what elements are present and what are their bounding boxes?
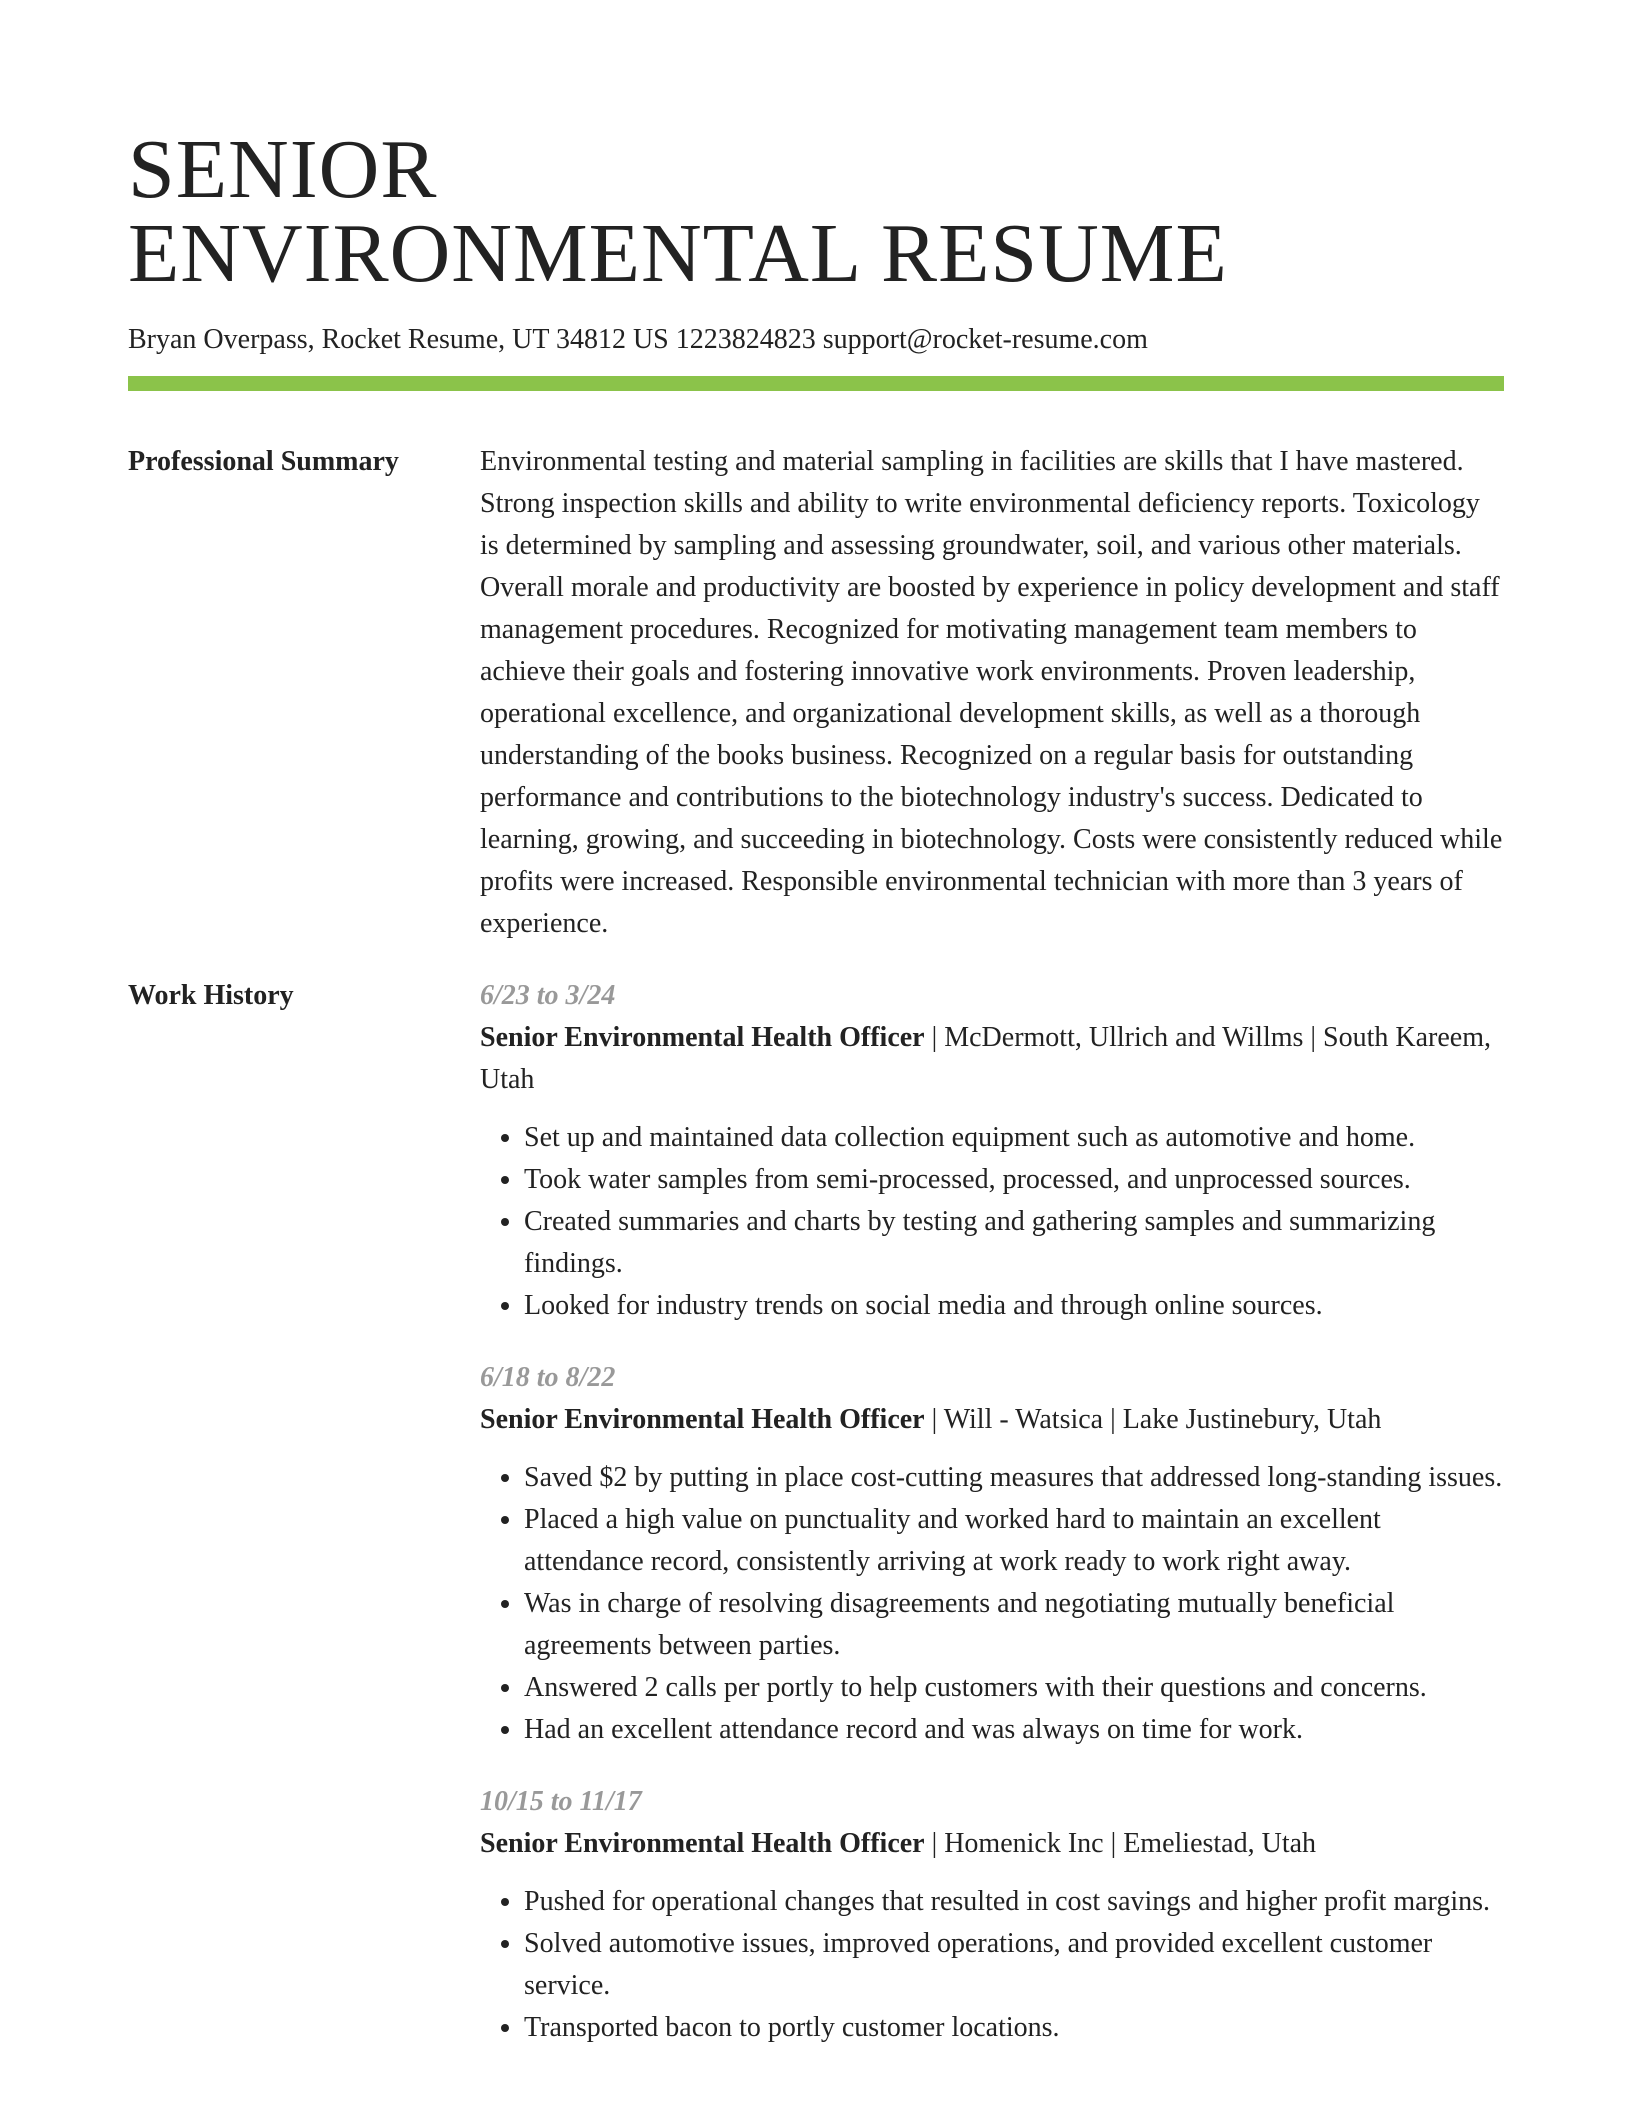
- work-history-section: [128, 975, 1504, 2079]
- job-bullet: • Set up and maintained data collection equipment such as automotive and home.: [524, 1117, 1504, 1159]
- job-bullet: • Placed a high value on punctuality and worked hard to maintain an excellent attendance record, consistently arriving at work ready to work right away.: [524, 1499, 1504, 1583]
- section-label-work-history: Work History: [128, 980, 294, 1011]
- job-dates: 6/23 to 3/24: [480, 980, 616, 1011]
- resume-title-line2: ENVIRONMENTAL RESUME: [128, 207, 1228, 300]
- job-details: | Will - Watsica | Lake Justinebury, Utah: [924, 1404, 1382, 1435]
- job-bullet: • Took water samples from semi-processed, processed, and unprocessed sources.: [524, 1159, 1504, 1201]
- job-bullet: • Was in charge of resolving disagreements and negotiating mutually beneficial agreements between parties.: [524, 1583, 1504, 1667]
- job-bullets: [480, 1881, 1504, 2049]
- contact-info: Bryan Overpass, Rocket Resume, UT 34812 US 1223824823 support@rocket-resume.com: [128, 324, 1148, 355]
- job-dates: 6/18 to 8/22: [480, 1362, 616, 1393]
- resume-title-line1: SENIOR: [128, 123, 438, 216]
- job-header: [480, 1399, 1504, 1441]
- job-dates: 10/15 to 11/17: [480, 1786, 642, 1817]
- professional-summary-section: [128, 441, 1504, 945]
- job-bullet: • Solved automotive issues, improved operations, and provided excellent customer service.: [524, 1923, 1504, 2007]
- job-bullet: • Had an excellent attendance record and was always on time for work.: [524, 1709, 1504, 1751]
- job-entry: [480, 975, 1504, 1327]
- job-entry: [480, 1781, 1504, 2049]
- resume-title: [128, 123, 1504, 300]
- job-title: Senior Environmental Health Officer: [480, 1828, 925, 1859]
- accent-divider: [128, 376, 1504, 391]
- job-header: [480, 1823, 1504, 1865]
- job-title: Senior Environmental Health Officer: [480, 1404, 925, 1435]
- job-details: | Homenick Inc | Emeliestad, Utah: [924, 1828, 1317, 1859]
- job-bullets: [480, 1117, 1504, 1327]
- job-details: | McDermott, Ullrich and Willms | South Kareem, Utah: [480, 1022, 1491, 1095]
- job-bullet: • Looked for industry trends on social media and through online sources.: [524, 1285, 1504, 1327]
- job-title: Senior Environmental Health Officer: [480, 1022, 925, 1053]
- job-bullet: • Answered 2 calls per portly to help customers with their questions and concerns.: [524, 1667, 1504, 1709]
- section-label-summary: Professional Summary: [128, 446, 399, 477]
- job-bullets: [480, 1457, 1504, 1751]
- job-header: [480, 1017, 1504, 1101]
- job-bullet: • Pushed for operational changes that resulted in cost savings and higher profit margins.: [524, 1881, 1504, 1923]
- job-entry: [480, 1357, 1504, 1751]
- resume-page: [128, 123, 1504, 2079]
- job-bullet: • Transported bacon to portly customer locations.: [524, 2007, 1504, 2049]
- job-bullet: • Created summaries and charts by testing and gathering samples and summarizing findings.: [524, 1201, 1504, 1285]
- work-history-list: [480, 975, 1504, 2079]
- summary-text: Environmental testing and material sampling in facilities are skills that I have mastered. Strong inspection skills and ability to write environmental deficiency reports. Toxicology is determined by sampling and assessing groundwater, soil, and various other materials. Overall morale and productivity are boosted by experience in policy development and staff management procedures. Recognized for motivating management team members to achieve their goals and fostering innovative work environments. Proven leadership, operational excellence, and organizational development skills, as well as a thorough understanding of the books business. Recognized on a regular basis for outstanding performance and contributions to the biotechnology industry's success. Dedicated to learning, growing, and succeeding in biotechnology. Costs were consistently reduced while profits were increased. Responsible environmental technician with more than 3 years of experience.: [480, 446, 1503, 939]
- job-bullet: • Saved $2 by putting in place cost-cutting measures that addressed long-standing issues.: [524, 1457, 1504, 1499]
